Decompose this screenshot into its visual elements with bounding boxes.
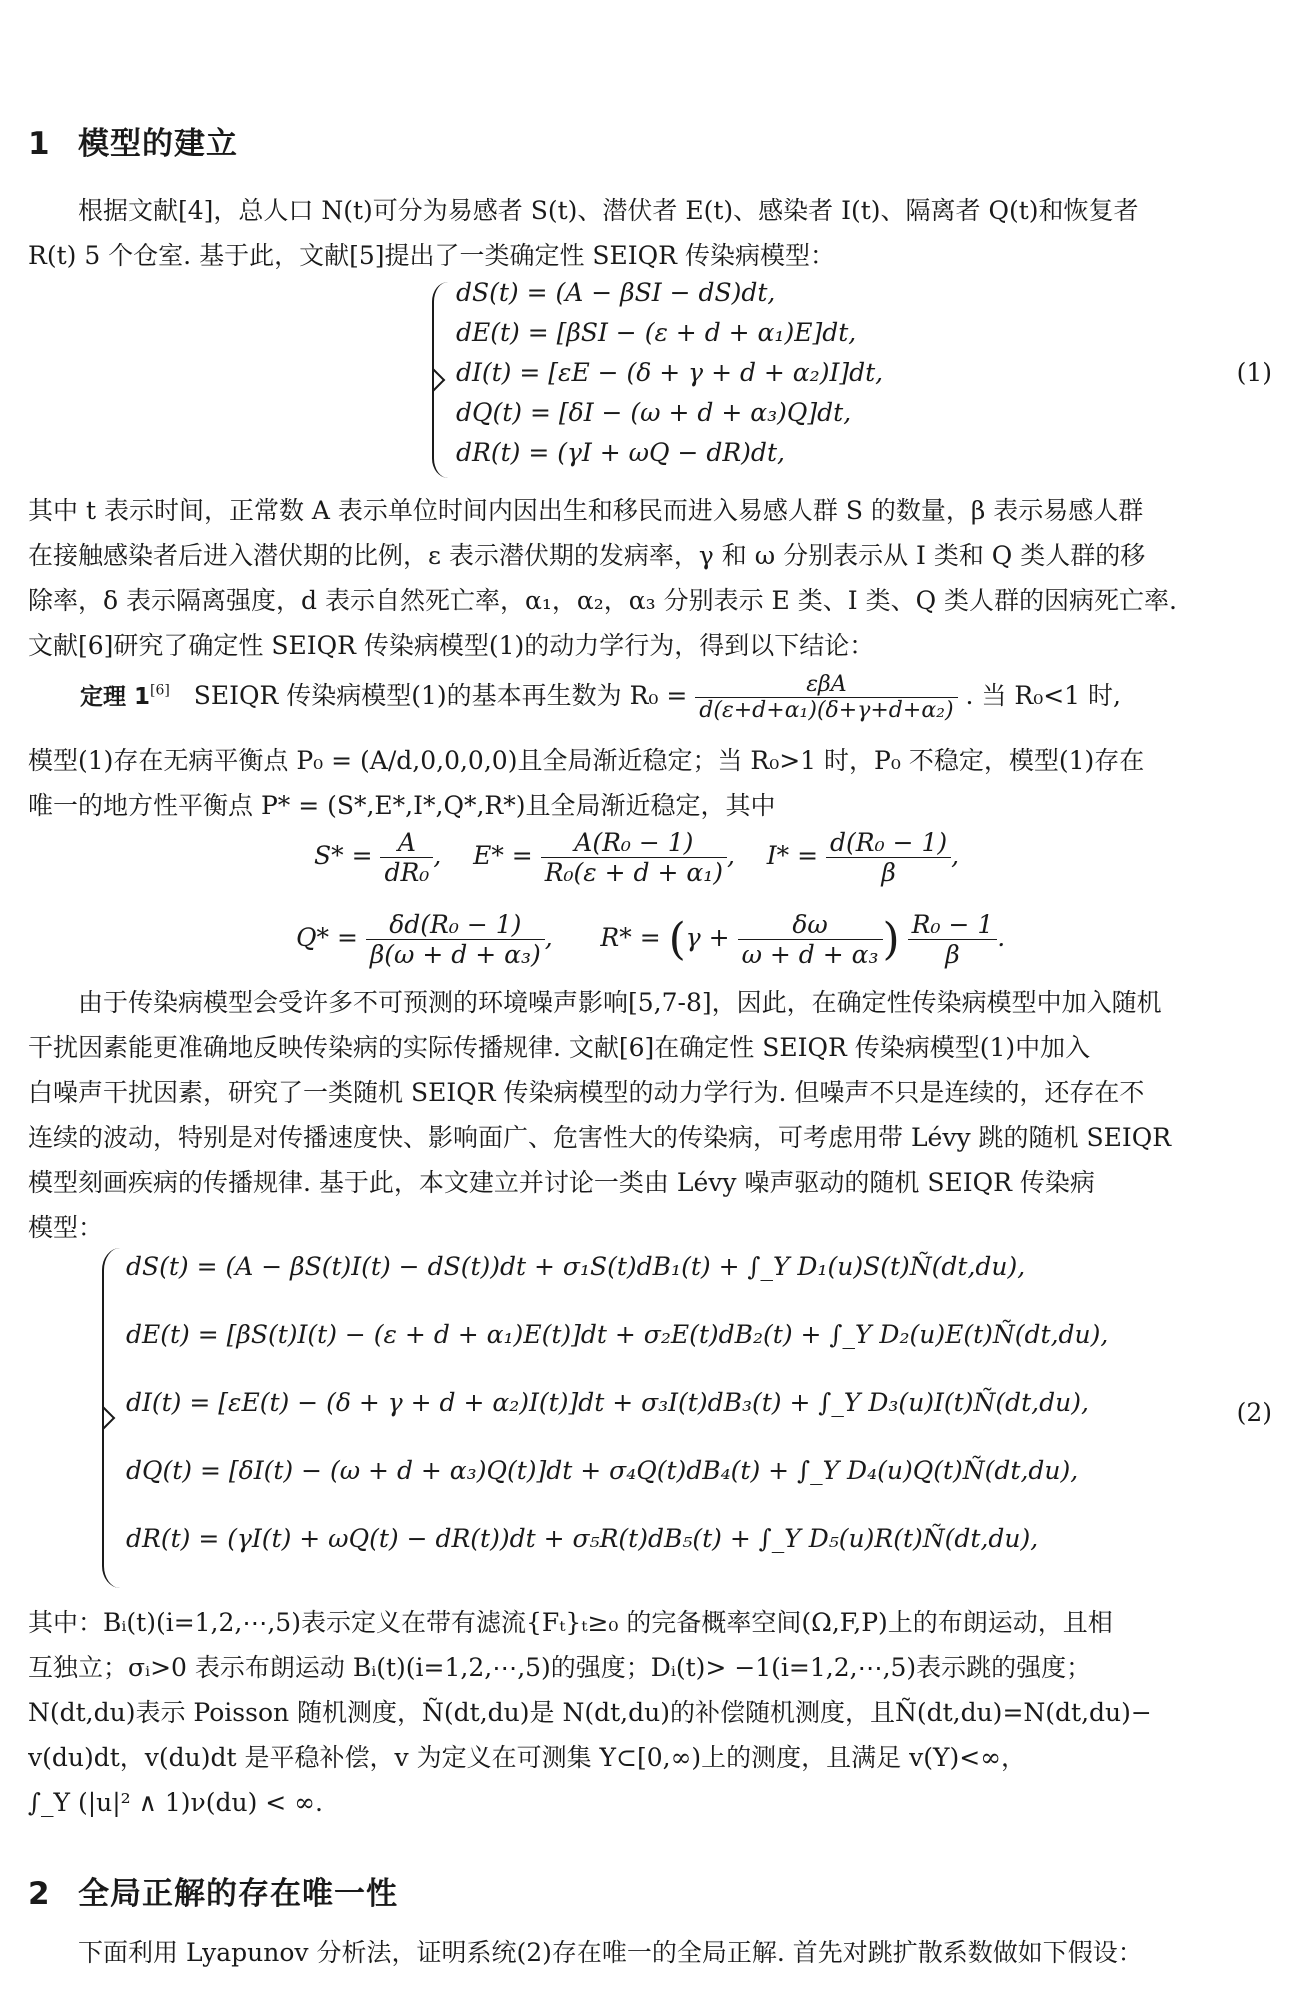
numerator: A [380, 828, 433, 858]
e-star-fraction [541, 828, 727, 887]
citation: [6] [150, 682, 170, 699]
punctuation: , [951, 841, 960, 870]
denominator: β [881, 858, 896, 887]
r-star-outer-fraction [908, 910, 998, 969]
denominator: dR₀ [384, 858, 430, 887]
equation-line: dQ(t) = [δI − (ω + d + α₃)Q]dt, [456, 398, 852, 427]
equation-line: dS(t) = (A − βS(t)I(t) − dS(t))dt + σ₁S(t)dB₁(t) + ∫_Y D₁(u)S(t)Ñ(dt,du), [126, 1252, 1026, 1281]
text-line: 根据文献[4]，总人口 N(t)可分为易感者 S(t)、潜伏者 E(t)、感染者 I(t)、隔离者 Q(t)和恢复者 [78, 196, 1139, 225]
text-line: 连续的波动，特别是对传播速度快、影响面广、危害性大的传染病，可考虑用带 Lévy 跳的随机 SEIQR [28, 1123, 1172, 1152]
text-line: 文献[6]研究了确定性 SEIQR 传染病模型(1)的动力学行为，得到以下结论： [28, 631, 875, 660]
q-star-lhs: Q* = [296, 923, 358, 952]
equilibrium-row-1: S* = $\frac{A}{\text{dR₀}}$ , E* = $\frac{\text{A(R₀ − 1)}}{\text{R₀(ε + d + α₁)}}$ , I* = $\frac{\text{d(R₀ − 1)}}{\beta}$ , [314, 828, 960, 887]
theorem-intro-line [80, 672, 1121, 723]
text-line: v(du)dt，v(du)dt 是平稳补偿，v 为定义在可测集 Y⊂[0,∞)上的测度，且满足 v(Y)<∞， [28, 1743, 1027, 1772]
text-line: 模型刻画疾病的传播规律. 基于此，本文建立并讨论一类由 Lévy 噪声驱动的随机 SEIQR 传染病 [28, 1168, 1095, 1197]
section-number: 2 [28, 1876, 51, 1912]
i-star-fraction [826, 828, 951, 887]
q-star-fraction [366, 910, 545, 969]
paragraph-2 [28, 488, 1272, 668]
text-line: 唯一的地方性平衡点 P* = (S*,E*,I*,Q*,R*)且全局渐近稳定，其中 [28, 791, 776, 820]
numerator: R₀ − 1 [908, 910, 998, 940]
text-line: 由于传染病模型会受许多不可预测的环境噪声影响[5,7-8]，因此，在确定性传染病模型中加入随机 [78, 988, 1162, 1017]
i-star-lhs: I* = [766, 841, 819, 870]
equation-line: dS(t) = (A − βSI − dS)dt, [456, 278, 776, 307]
text-line: 其中：Bᵢ(t)(i=1,2,⋯,5)表示定义在带有滤流{Fₜ}ₜ≥₀ 的完备概率空间(Ω,F,P)上的布朗运动，且相 [28, 1608, 1113, 1637]
equation-line: dR(t) = (γI(t) + ωQ(t) − dR(t))dt + σ₅R(t)dB₅(t) + ∫_Y D₅(u)R(t)Ñ(dt,du), [126, 1524, 1039, 1553]
equation-line: dI(t) = [εE(t) − (δ + γ + d + α₂)I(t)]dt + σ₃I(t)dB₃(t) + ∫_Y D₃(u)I(t)Ñ(dt,du), [126, 1388, 1089, 1417]
equation-number: (2) [1236, 1398, 1272, 1427]
equation-line: dQ(t) = [δI(t) − (ω + d + α₃)Q(t)]dt + σ₄Q(t)dB₄(t) + ∫_Y D₄(u)Q(t)Ñ(dt,du), [126, 1456, 1079, 1485]
paragraph-4 [28, 1600, 1272, 1825]
paragraph-1 [28, 188, 1272, 278]
denominator: ω + d + α₃ [741, 940, 879, 969]
section-2-heading [28, 1868, 398, 1913]
section-title: 模型的建立 [78, 126, 238, 162]
text-line: 模型(1)存在无病平衡点 P₀ = (A/d,0,0,0,0)且全局渐近稳定；当 R₀>1 时，P₀ 不稳定，模型(1)存在 [28, 746, 1145, 775]
theorem-text: . 当 R₀<1 时, [965, 681, 1121, 710]
text-line: 其中 t 表示时间，正常数 A 表示单位时间内因出生和移民而进入易感人群 S 的数量，β 表示易感人群 [28, 496, 1144, 525]
text-line: 除率，δ 表示隔离强度，d 表示自然死亡率，α₁，α₂，α₃ 分别表示 E 类、I 类、Q 类人群的因病死亡率. [28, 586, 1177, 615]
equation-line: dE(t) = [βSI − (ε + d + α₁)E]dt, [456, 318, 857, 347]
s-star-fraction [380, 828, 433, 887]
numerator: δω [738, 910, 883, 940]
s-star-lhs: S* = [314, 841, 373, 870]
text-line: 干扰因素能更准确地反映传染病的实际传播规律. 文献[6]在确定性 SEIQR 传染病模型(1)中加入 [28, 1033, 1091, 1062]
paragraph-5 [28, 1930, 1272, 1975]
theorem-text: SEIQR 传染病模型(1)的基本再生数为 R₀ = [193, 681, 688, 710]
numerator: d(R₀ − 1) [826, 828, 951, 858]
punctuation: . [997, 923, 1006, 952]
numerator: A(R₀ − 1) [541, 828, 727, 858]
paper-page [28, 0, 1272, 1991]
equation-line: dR(t) = (γI + ωQ − dR)dt, [456, 438, 785, 467]
r-star-gamma: γ + [685, 923, 730, 952]
section-1-heading [28, 118, 238, 163]
equation-number: (1) [1236, 358, 1272, 387]
text-line: ∫_Y (|u|² ∧ 1)ν(du) < ∞. [28, 1788, 323, 1817]
text-line: 在接触感染者后进入潜伏期的比例，ε 表示潜伏期的发病率，γ 和 ω 分别表示从 I 类和 Q 类人群的移 [28, 541, 1146, 570]
equation-line: dE(t) = [βS(t)I(t) − (ε + d + α₁)E(t)]dt + σ₂E(t)dB₂(t) + ∫_Y D₂(u)E(t)Ñ(dt,du), [126, 1320, 1109, 1349]
numerator: δd(R₀ − 1) [366, 910, 545, 940]
text-line: R(t) 5 个仓室. 基于此，文献[5]提出了一类确定性 SEIQR 传染病模型： [28, 241, 835, 270]
denominator: β [945, 940, 960, 969]
text-line: 互独立；σᵢ>0 表示布朗运动 Bᵢ(t)(i=1,2,⋯,5)的强度；Dᵢ(t)> −1(i=1,2,⋯,5)表示跳的强度； [28, 1653, 1092, 1682]
denominator: β(ω + d + α₃) [369, 940, 541, 969]
equilibrium-row-2: Q* = $\frac{\text{δd(R₀ − 1)}}{\text{β(ω + d + α₃)}}$ , R* = (γ + $\frac{\delta\omega}{\text{ω + d + α₃}}$ ) $\frac{\text{R₀ − 1}}{\beta}$ . [296, 910, 1006, 969]
r0-fraction [695, 672, 957, 723]
theorem-label: 定理 1 [80, 684, 151, 710]
e-star-lhs: E* = [473, 841, 533, 870]
left-paren: ( [668, 914, 686, 965]
text-line: 白噪声干扰因素，研究了一类随机 SEIQR 传染病模型的动力学行为. 但噪声不只是连续的，还存在不 [28, 1078, 1145, 1107]
paragraph-3 [28, 980, 1272, 1250]
section-number: 1 [28, 126, 51, 162]
section-title: 全局正解的存在唯一性 [78, 1876, 398, 1912]
r-star-inner-fraction [738, 910, 883, 969]
equation-line: dI(t) = [εE − (δ + γ + d + α₂)I]dt, [456, 358, 884, 387]
text-line: 下面利用 Lyapunov 分析法，证明系统(2)存在唯一的全局正解. 首先对跳扩散系数做如下假设： [78, 1938, 1143, 1967]
theorem-body [28, 738, 1272, 828]
r0-numerator: εβA [695, 672, 957, 698]
text-line: N(dt,du)表示 Poisson 随机测度，Ñ(dt,du)是 N(dt,du)的补偿随机测度，且Ñ(dt,du)=N(dt,du)− [28, 1698, 1152, 1727]
text-line: 模型： [28, 1213, 104, 1242]
right-paren: ) [882, 914, 900, 965]
r-star-lhs: R* = [600, 923, 661, 952]
r0-denominator: d(ε+d+α₁)(δ+γ+d+α₂) [699, 698, 954, 723]
denominator: R₀(ε + d + α₁) [544, 858, 724, 887]
